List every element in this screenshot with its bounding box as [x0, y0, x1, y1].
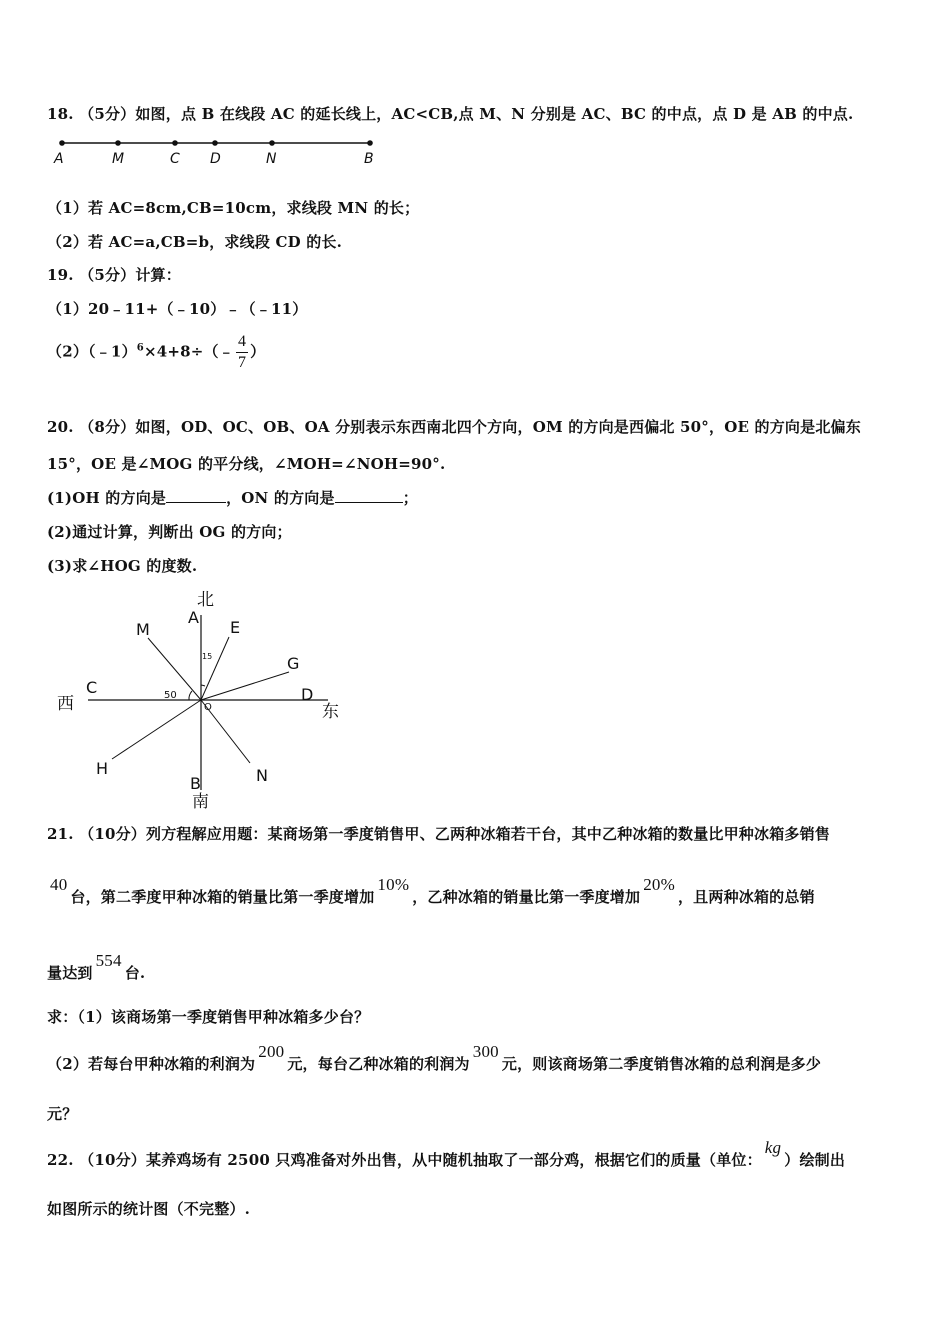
label-E: E: [230, 618, 241, 637]
q20-direction-diagram: [40, 585, 370, 815]
q20-stem-line2: 15°，OE 是∠MOG 的平分线，∠MOH=∠NOH=90°.: [47, 455, 446, 473]
q22-text-b: ）绘制出: [784, 1151, 846, 1169]
fraction-numerator: 4: [236, 332, 248, 353]
label-N: N: [256, 766, 268, 785]
label-M: M: [136, 620, 150, 639]
point-M: [115, 140, 121, 146]
label-north: 北: [197, 590, 214, 610]
q21-stem-line2: [47, 875, 815, 907]
q20-part1-oh: (1)OH 的方向是: [47, 489, 167, 507]
label-A: A: [54, 151, 64, 167]
unit-kg: kg: [764, 1138, 782, 1157]
label-O: O: [204, 702, 212, 713]
label-15: 15: [202, 652, 213, 661]
point-B: [367, 140, 373, 146]
label-south: 南: [192, 792, 209, 812]
point-A: [59, 140, 65, 146]
value-554: 554: [95, 951, 122, 970]
q19-part2-exponent: 6: [136, 342, 144, 354]
q21-part2: [47, 1042, 822, 1074]
point-N: [269, 140, 275, 146]
label-A: A: [188, 608, 199, 627]
q20-part2: (2)通过计算，判断出 OG 的方向；: [47, 523, 292, 541]
label-B: B: [190, 774, 201, 793]
q21-text-3: ，且两种冰箱的总销: [677, 888, 815, 906]
q21-text-1: 台，第二季度甲种冰箱的销量比第一季度增加: [70, 888, 375, 906]
q20-part1-end: ；: [402, 489, 418, 507]
value-300: 300: [472, 1042, 499, 1061]
q21-part2-end: 元？: [47, 1105, 78, 1123]
q21-text-5: 台.: [124, 964, 146, 982]
q21-text-4: 量达到: [47, 964, 93, 982]
label-east: 东: [322, 702, 339, 722]
q20-stem-line1: 20. （8分）如图，OD、OC、OB、OA 分别表示东西南北四个方向，OM 的方向是西偏北 50°，OE 的方向是北偏东: [47, 418, 861, 436]
q21-part2-c: 元，则该商场第二季度销售冰箱的总利润是多少: [501, 1055, 822, 1073]
fraction-denominator: 7: [237, 354, 247, 371]
q19-part2-pre: （2）（﹣1）: [47, 342, 137, 361]
label-C: C: [86, 678, 98, 697]
q19-part2-post: ）: [250, 342, 266, 361]
label-G: G: [287, 654, 300, 673]
value-20-percent: 20%: [643, 875, 675, 894]
fraction-4-7: [236, 332, 248, 373]
q20-part1-on: ，ON 的方向是: [226, 489, 335, 507]
value-200: 200: [258, 1042, 285, 1061]
q21-stem-line1: 21. （10分）列方程解应用题：某商场第一季度销售甲、乙两种冰箱若干台，其中乙种冰箱的数量比甲种冰箱多销售: [47, 825, 830, 843]
q22-text-a: 22. （10分）某养鸡场有 2500 只鸡准备对外出售，从中随机抽取了一部分鸡，根据它们的质量（单位：: [47, 1151, 762, 1169]
q19-part2-mid: ×4+8÷（﹣: [143, 342, 234, 361]
ray-OH: [112, 700, 201, 759]
q18-segment-figure: [50, 132, 390, 170]
q20-part1: [47, 487, 418, 508]
q18-part1: （1）若 AC=8cm,CB=10cm，求线段 MN 的长；: [47, 199, 420, 217]
q19-part2: [47, 332, 265, 373]
ray-OG: [201, 672, 289, 700]
q19-stem: 19. （5分）计算：: [47, 266, 181, 284]
q22-stem-line1: [47, 1138, 846, 1170]
label-50: 50: [164, 690, 177, 701]
label-west: 西: [57, 694, 74, 714]
q21-stem-line3: [47, 951, 146, 983]
q20-part3: (3)求∠HOG 的度数.: [47, 557, 198, 575]
label-C: C: [170, 151, 180, 167]
angle-arc-50: [189, 691, 192, 700]
q21-part2-a: （2）若每台甲种冰箱的利润为: [47, 1055, 256, 1073]
q19-part1: （1）20﹣11+（﹣10）﹣（﹣11）: [47, 300, 308, 318]
q21-text-2: ，乙种冰箱的销量比第一季度增加: [412, 888, 641, 906]
ray-OE: [201, 637, 229, 700]
label-N: N: [266, 151, 277, 167]
q18-part2: （2）若 AC=a,CB=b，求线段 CD 的长.: [47, 233, 343, 251]
label-B: B: [364, 151, 374, 167]
answer-blank-on[interactable]: [335, 488, 403, 503]
angle-arc-15: [201, 685, 205, 686]
answer-blank-oh[interactable]: [166, 488, 226, 503]
label-H: H: [96, 759, 109, 778]
label-D: D: [301, 685, 314, 704]
point-C: [172, 140, 178, 146]
value-10-percent: 10%: [377, 875, 410, 894]
label-D: D: [210, 151, 221, 167]
value-40: 40: [50, 875, 68, 894]
q22-stem-line2: 如图所示的统计图（不完整）.: [47, 1200, 251, 1218]
q18-stem: 18. （5分）如图，点 B 在线段 AC 的延长线上，AC<CB,点 M、N 分别是 AC、BC 的中点，点 D 是 AB 的中点.: [47, 105, 854, 123]
point-D: [212, 140, 218, 146]
q21-part1: 求：（1）该商场第一季度销售甲种冰箱多少台？: [47, 1008, 370, 1026]
label-M: M: [112, 151, 125, 167]
q21-part2-b: 元，每台乙种冰箱的利润为: [287, 1055, 470, 1073]
